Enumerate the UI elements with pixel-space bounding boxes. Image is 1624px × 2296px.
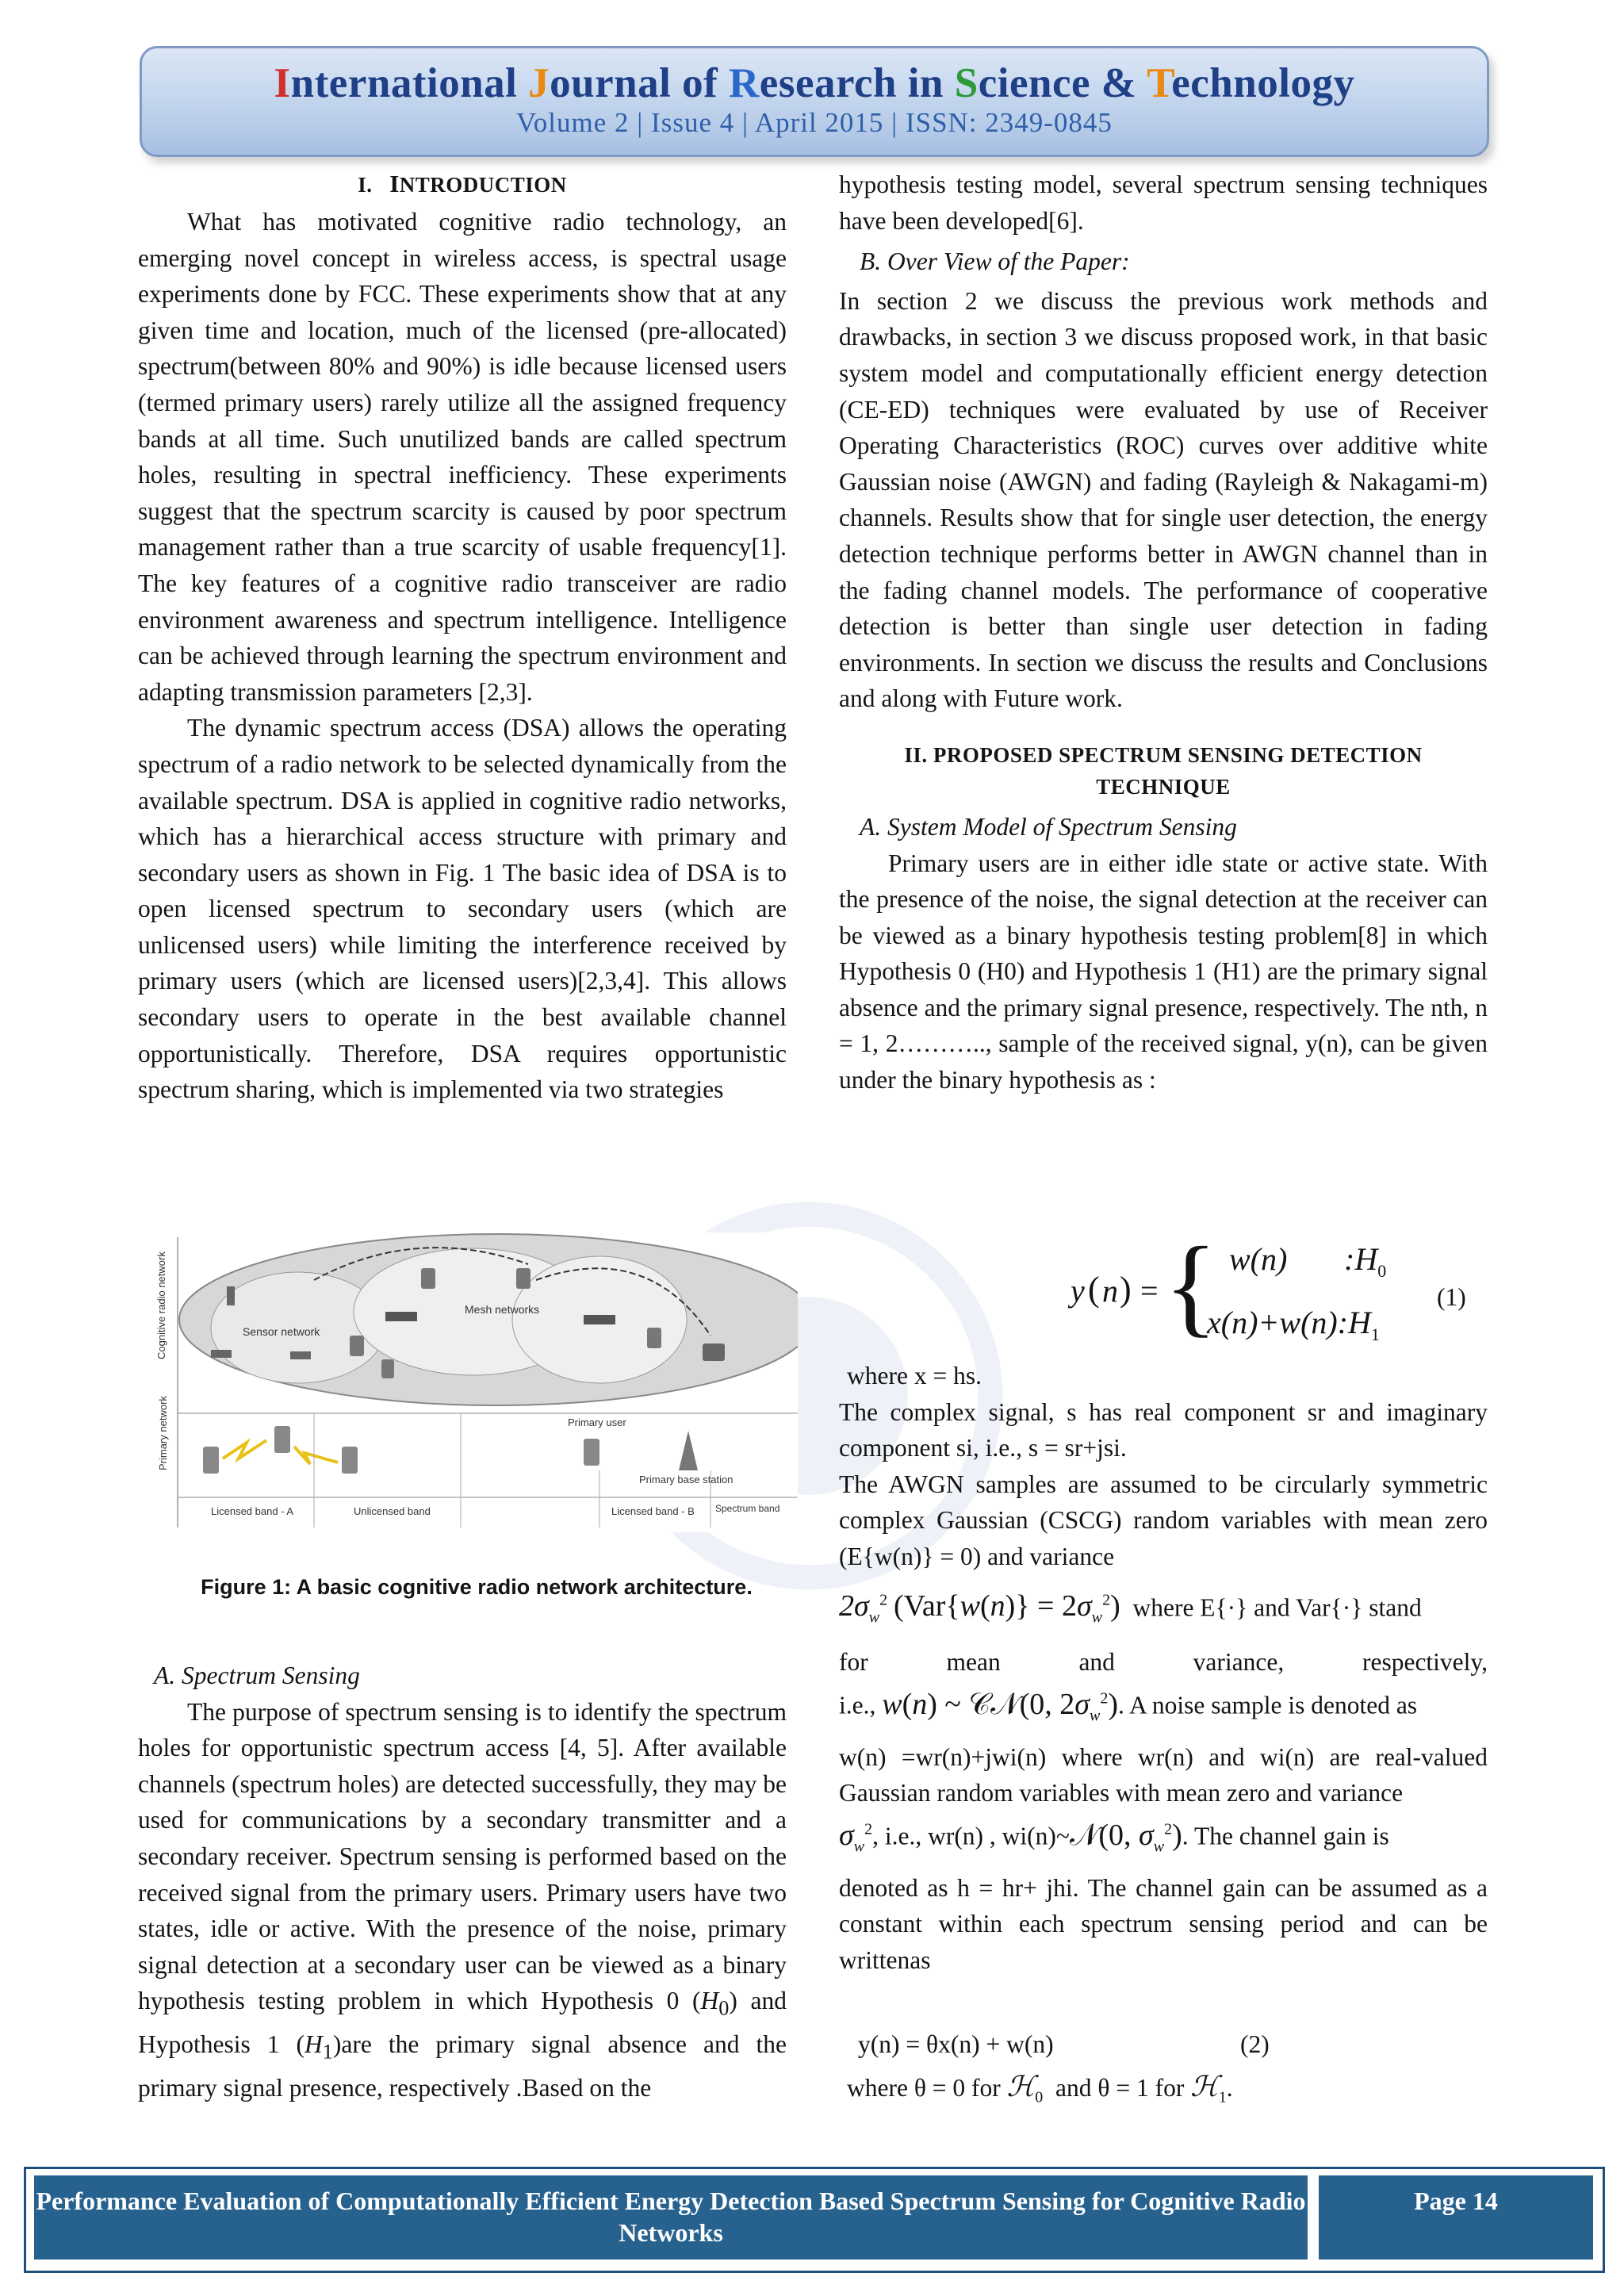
title-word-1: ournal of bbox=[550, 60, 730, 106]
phone-icon bbox=[203, 1447, 219, 1474]
phone-icon bbox=[421, 1268, 435, 1289]
phone-icon bbox=[584, 1439, 599, 1466]
figure-sensor-network-label: Sensor network bbox=[243, 1325, 320, 1338]
phone-icon bbox=[703, 1343, 725, 1361]
phone-icon bbox=[274, 1426, 290, 1453]
journal-header bbox=[140, 46, 1489, 157]
figure-band-b-label: Licensed band - B bbox=[611, 1505, 695, 1517]
right-top-paragraph: hypothesis testing model, several spectrum sensing techniques have been developed[6]. bbox=[839, 171, 1488, 235]
overview-paragraph: In section 2 we discuss the previous work methods and drawbacks, in section 3 we discuss proposed work, in that basic system model and computationally efficient energy detection (CE-ED) techniques were evaluated by use of Receiver Operating Characteristics (ROC) curves over additive white Gaussian noise (AWGN) and fading (Rayleigh & Nakagami-m) channels. Results show that for single user detection, the energy detection technique performs better in AWGN channel than in the fading channel models. The performance of cooperative detection is better than single user detection in fading environments. In section we discuss the results and Conclusions and along with Future work. bbox=[839, 286, 1488, 713]
system-model-heading: A. System Model of Spectrum Sensing bbox=[860, 812, 1237, 841]
sigma-line: $\sigma_w^2$, i.e., wr(n) , wi(n)~𝒩(0, $\sigma_w^2$). The channel gain is bbox=[839, 1818, 1389, 1856]
intro-paragraph-2: The dynamic spectrum access (DSA) allows the operating spectrum of a radio network to be selected dynamically from the available spectrum. DSA is applied in cognitive radio networks, which has a hierarchical access structure with primary and secondary users as shown in Fig. 1 The basic idea of DSA is to open licensed spectrum to secondary users (which are unlicensed users) while limiting the interference received by primary users (which are licensed users)[2,3,4]. This allows secondary users to operate in the best available channel opportunistically. Therefore, DSA requires opportunistic spectrum sharing, which is implemented via two strategies bbox=[138, 714, 787, 1104]
journal-subtitle: Volume 2 | Issue 4 | April 2015 | ISSN: 2349-0845 bbox=[516, 107, 1113, 138]
figure-band-a-label: Licensed band - A bbox=[211, 1505, 294, 1517]
figure-primary-user-label: Primary user bbox=[568, 1416, 626, 1428]
left-column-lower bbox=[138, 1658, 787, 2106]
wn-paragraph: w(n) =wr(n)+jwi(n) where wr(n) and wi(n) are real-valued Gaussian random variables with mean zero and variance bbox=[839, 1742, 1488, 1807]
page-footer bbox=[24, 2167, 1605, 2273]
cognitive-radio-network-figure bbox=[155, 1232, 798, 1532]
spectrum-sensing-heading: A. Spectrum Sensing bbox=[154, 1662, 360, 1689]
sensor-icon bbox=[290, 1351, 311, 1359]
title-word-4: echnology bbox=[1171, 60, 1355, 106]
phone-icon bbox=[342, 1447, 358, 1474]
noise-distribution-line: i.e., w(n) ~ 𝒞𝒩(0, $2\sigma_w^2$). A noise sample is denoted as bbox=[839, 1687, 1418, 1725]
sensor-icon bbox=[211, 1350, 232, 1358]
figure-y-label-pn: Primary network bbox=[157, 1396, 169, 1470]
phone-icon bbox=[381, 1359, 394, 1378]
title-word-0: nternational bbox=[290, 60, 529, 106]
title-word-3: cience & bbox=[978, 60, 1147, 106]
left-column bbox=[138, 168, 787, 1108]
figure-caption: Figure 1: A basic cognitive radio network architecture. bbox=[201, 1575, 753, 1599]
phone-icon bbox=[350, 1336, 364, 1356]
channel-gain-paragraph: denoted as h = hr+ jhi. The channel gain can be assumed as a constant within each spectrum sensing period and can be writtenas bbox=[839, 1873, 1488, 1975]
intro-heading: I. INTRODUCTION bbox=[358, 170, 567, 197]
equation-1-number: (1) bbox=[1437, 1283, 1466, 1311]
figure-band-unlicensed-label: Unlicensed band bbox=[354, 1505, 431, 1517]
footer-paper-title: Performance Evaluation of Computationally Efficient Energy Detection Based Spectrum Sensing for Cognitive Radio Networks bbox=[34, 2175, 1308, 2260]
right-column-lower bbox=[839, 1358, 1488, 1979]
title-initial-4: T bbox=[1147, 60, 1172, 106]
journal-title bbox=[142, 59, 1487, 107]
section-2-heading: II. PROPOSED SPECTRUM SENSING DETECTION TECHNIQUE bbox=[904, 742, 1423, 799]
theta-line: where θ = 0 for ℋ$_0$ and θ = 1 for ℋ$_1$. bbox=[847, 2071, 1233, 2106]
figure-y-label-crn: Cognitive radio network bbox=[155, 1251, 167, 1359]
overview-heading: B. Over View of the Paper: bbox=[860, 247, 1130, 276]
title-initial-0: I bbox=[274, 60, 291, 106]
awgn-paragraph: The AWGN samples are assumed to be circularly symmetric complex Gaussian (CSCG) random variables with mean zero (E{w(n)} = 0) and variance bbox=[839, 1470, 1488, 1570]
title-initial-3: S bbox=[954, 60, 979, 106]
equation-2: y(n) = θx(n) + w(n) bbox=[858, 2030, 1054, 2058]
equation-2-number: (2) bbox=[1240, 2030, 1270, 2058]
router-icon bbox=[385, 1312, 417, 1321]
title-initial-2: R bbox=[729, 60, 760, 106]
title-word-2: esearch in bbox=[759, 60, 955, 106]
figure-mesh-networks-label: Mesh networks bbox=[465, 1303, 540, 1316]
complex-signal-paragraph: The complex signal, s has real component sr and imaginary component si, i.e., s = sr+jsi. bbox=[839, 1397, 1488, 1462]
right-column bbox=[839, 167, 1488, 1098]
spectrum-sensing-paragraph: The purpose of spectrum sensing is to identify the spectrum holes for opportunistic spectrum access [4, 5]. After available channels (spectrum holes) are detected successfully, they may be used for communications by a secondary transmitter and a secondary receiver. Spectrum sensing is performed based on the received signal from the primary users. Primary users have two states, idle or active. With the presence of the noise, primary signal detection at a secondary user can be viewed as a binary hypothesis testing problem in which Hypothesis 0 $(H_0)$ and Hypothesis 1 $(H_1)are$ the primary signal absence and the primary signal presence, respectively .Based on the bbox=[138, 1697, 787, 2102]
title-initial-1: J bbox=[528, 60, 550, 106]
footer-page-number: Page 14 bbox=[1319, 2175, 1593, 2260]
intro-paragraph-1: What has motivated cognitive radio technology, an emerging novel concept in wireless access, is spectral usage experiments done by FCC. These experiments show that at any given time and location, much of the licensed (pre-allocated) spectrum(between 80% and 90%) is idle because licensed users (termed primary users) rarely utilize all the assigned frequency bands at all time. Such unutilized bands are called spectrum holes, resulting in spectral inefficiency. These experiments suggest that the spectrum scarcity is caused by poor spectrum management rather than a true scarcity of usable frequency[1]. The key features of a cognitive radio transceiver are radio environment awareness and spectrum intelligence. Intelligence can be achieved through learning the spectrum environment and adapting transmission parameters [2,3]. bbox=[138, 208, 787, 706]
router-icon bbox=[584, 1315, 615, 1324]
variance-line: $2\sigma_w^2$ $(Var\{w(n)\} = 2\sigma_w^2)$ where E{·} and Var{·} stand bbox=[839, 1589, 1422, 1627]
figure-primary-base-station-label: Primary base station bbox=[639, 1474, 733, 1485]
phone-icon bbox=[647, 1328, 661, 1348]
for-mean-line: for mean and variance, respectively, bbox=[839, 1648, 1488, 1677]
phone-icon bbox=[516, 1268, 530, 1289]
figure-spectrum-band-label: Spectrum band bbox=[715, 1503, 780, 1514]
sensor-icon bbox=[227, 1286, 235, 1305]
where-x-line: where x = hs. bbox=[847, 1362, 982, 1389]
system-model-paragraph: Primary users are in either idle state or active state. With the presence of the noise, the signal detection at the receiver can be viewed as a binary hypothesis testing problem[8] in which Hypothesis 0 (H0) and Hypothesis 1 (H1) are the primary signal absence and the primary signal presence, respectively. The nth, n = 1, 2……….., sample of the received signal, y(n), can be given under the binary hypothesis as : bbox=[839, 849, 1488, 1094]
equation-1: y ( n ) = { w(n) $:H_0$ $x(n)+w(n):H_1$ bbox=[1071, 1225, 1387, 1347]
